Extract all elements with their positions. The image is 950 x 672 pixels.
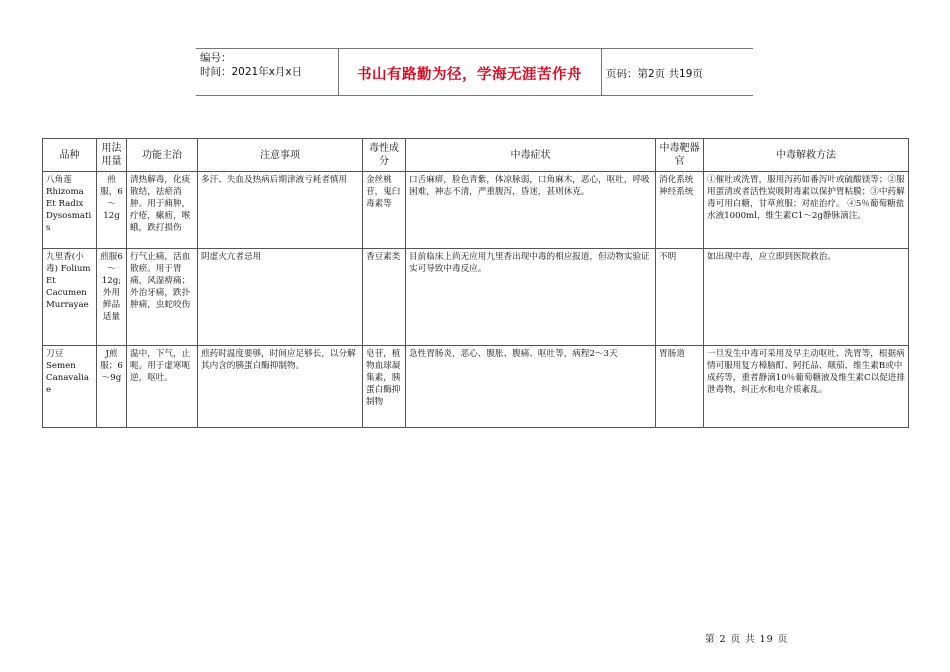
header-motto: 书山有路勤为径，学海无涯苦作舟	[357, 67, 582, 83]
cell-toxin: 金丝桃苷，鬼臼毒素等	[363, 172, 406, 249]
cell-variety: 九里香(小毒) Folium Et Cacumen Murrayae	[43, 249, 97, 346]
toxic-herbs-table	[42, 138, 909, 428]
cell-symptoms: 口舌麻痹，脸色青紫，体凉脉弱，口角麻木，恶心，呕吐，呼吸困难，神志不清，严重腹泻，昏迷，甚则休克。	[406, 172, 656, 249]
header-meta	[200, 51, 340, 79]
table-row	[43, 346, 909, 428]
cell-function: 温中，下气，止呃。用于虚寒呃逆，呕吐。	[127, 346, 198, 428]
cell-variety: 八角莲Rhizoma Et Radix Dysosmatis	[43, 172, 97, 249]
cell-target: 消化系统神经系统	[656, 172, 704, 249]
cell-treatment: 如出现中毒，应立即到医院救治。	[704, 249, 909, 346]
cell-usage: 煎服，6～12g	[97, 172, 127, 249]
cell-treatment: ①催吐或洗胃，服用泻药如番泻叶或硫酸镁等；②服用蛋清或者活性炭吸附毒素以保护胃粘膜；③中药解毒可用白糖，甘草煎服；对症治疗。 ④5％葡萄糖盐水液1000ml，维生素C1～2g静脉滴注。	[704, 172, 909, 249]
column-header-usage: 用法用量	[97, 139, 127, 172]
page-footer: 第 2 页 共 19 页	[705, 634, 789, 645]
document-number-label: 编号：	[200, 52, 232, 64]
cell-symptoms: 急性胃肠炎，恶心、腹胀、腹痛、呕吐等，病程2～3天	[406, 346, 656, 428]
table-row	[43, 172, 909, 249]
cell-treatment: 一旦发生中毒可采用及早主动呕吐、洗胃等，根据病情可服用复方樟脑酊、阿托品、颠茄、维生素B或中成药等，重者静滴10％葡萄糖液及维生素C以促进排泄毒物，纠正水和电介质紊乱。	[704, 346, 909, 428]
cell-function: 行气止痛，活血散瘀。用于胃痛，风湿痹痛；外治牙痛，跌扑肿痛，虫蛇咬伤	[127, 249, 198, 346]
cell-target: 不明	[656, 249, 704, 346]
header-divider	[601, 49, 602, 96]
document-date-label: 时间：2021年x月x日	[200, 66, 303, 78]
cell-usage: J煎服；6～9g	[97, 346, 127, 428]
table-header-row	[43, 139, 909, 172]
column-header-target: 中毒靶器官	[656, 139, 704, 172]
column-header-symptoms: 中毒症状	[406, 139, 656, 172]
cell-caution: 多汗、失血及热病后期津液亏耗者慎用	[198, 172, 363, 249]
column-header-function: 功能主治	[127, 139, 198, 172]
header-page-info: 页码：第2页 共19页	[606, 68, 703, 80]
table-row	[43, 249, 909, 346]
cell-caution: 煎药时温度要够，时间应足够长，以分解其内含的胰蛋白酶抑制物。	[198, 346, 363, 428]
cell-caution: 阴虚火亢者忌用	[198, 249, 363, 346]
cell-target: 胃肠道	[656, 346, 704, 428]
cell-variety: 刀豆 Semen Canavaliae	[43, 346, 97, 428]
cell-usage: 煎服6～12g;外用鲜品适量	[97, 249, 127, 346]
column-header-caution: 注意事项	[198, 139, 363, 172]
cell-symptoms: 目前临床上尚无应用九里香出现中毒的相应报道，但动物实验证实可导致中毒反应。	[406, 249, 656, 346]
cell-toxin: 香豆素类	[363, 249, 406, 346]
column-header-variety: 品种	[43, 139, 97, 172]
page-header	[196, 48, 753, 96]
cell-function: 清热解毒，化痰散结，祛瘀消肿。用于痈肿，疔疮，瘰疬，喉蛾，跌打损伤	[127, 172, 198, 249]
column-header-toxin: 毒性成分	[363, 139, 406, 172]
column-header-treatment: 中毒解救方法	[704, 139, 909, 172]
cell-toxin: 皂苷，植物血球凝集素，胰蛋白酶抑制物	[363, 346, 406, 428]
